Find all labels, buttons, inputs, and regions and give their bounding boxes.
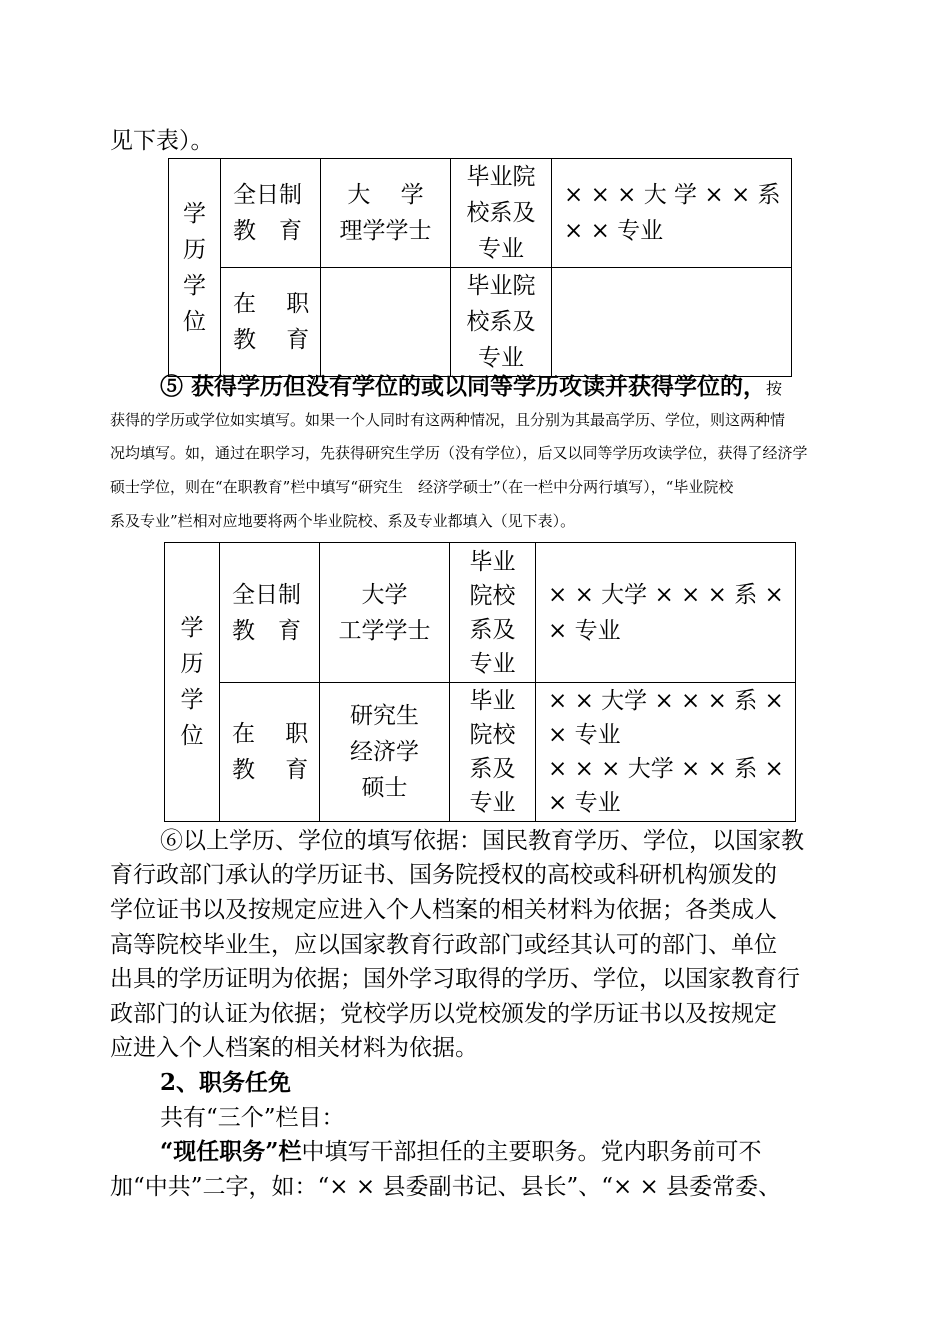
education-type-cell: 在 职 教 育	[221, 268, 321, 377]
degree-cell: 研究生 经济学 硕士	[320, 683, 450, 822]
table-row	[165, 543, 796, 683]
item6-line: 出具的学历证明为依据；国外学习取得的学历、学位，以国家教育行	[110, 966, 800, 992]
section2-para-rest: 中填写干部担任的主要职务。党内职务前可不	[301, 1139, 762, 1165]
intro-tail: 见下表）。	[110, 128, 214, 154]
item5-line: 况均填写。如，通过在职学习，先获得研究生学历（没有学位），后又以同等学历攻读学位，获得了经济学	[110, 444, 808, 462]
item5-line: 获得的学历或学位如实填写。如果一个人同时有这两种情况，且分别为其最高学历、学位，则这两种情	[110, 411, 786, 429]
degree-table-2	[164, 542, 796, 822]
school-label-cell: 毕业 院校 系及 专业	[450, 543, 536, 683]
section2-para	[160, 1135, 761, 1169]
education-type-cell: 全日制 教 育	[220, 543, 320, 683]
item6-line: 学位证书以及按规定应进入个人档案的相关材料为依据；各类成人	[110, 897, 777, 923]
section2-title: 2、职务任免	[160, 1069, 292, 1096]
item6-line: 高等院校毕业生，应以国家教育行政部门或经其认可的部门、单位	[110, 932, 777, 958]
item6-line: 应进入个人档案的相关材料为依据。	[110, 1035, 478, 1061]
item6-line: 育行政部门承认的学历证书、国务院授权的高校或科研机构颁发的	[110, 862, 777, 888]
item5-line: 硕士学位，则在“在职教育”栏中填写“研究生 经济学硕士”（在一栏中分两行填写），“毕业院校	[110, 478, 734, 496]
table-row	[165, 683, 796, 822]
school-label-cell: 毕业院 校系及 专业	[451, 268, 552, 377]
item6-line: 政部门的认证为依据；党校学历以党校颁发的学历证书以及按规定	[110, 1001, 777, 1027]
school-value-cell: × × 大学 × × × 系 × × 专业 × × × 大学 × × 系 × × 专业	[536, 683, 796, 822]
school-value-cell	[552, 268, 792, 377]
degree-cell	[321, 268, 451, 377]
section2-intro: 共有“三个”栏目：	[160, 1105, 345, 1131]
item5-heading-line	[160, 370, 782, 404]
table-row	[169, 159, 792, 268]
section2-para-line2: 加“中共”二字，如：“× × 县委副书记、县长”、“× × 县委常委、	[110, 1174, 782, 1200]
row-header-cell: 学 历 学 位	[169, 159, 221, 377]
row-header-cell: 学 历 学 位	[165, 543, 220, 822]
school-value-cell: × × × 大 学 × × 系 × × 专业	[552, 159, 792, 268]
education-type-cell: 全日制 教 育	[221, 159, 321, 268]
degree-cell: 大学 工学学士	[320, 543, 450, 683]
school-value-cell: × × 大学 × × × 系 × × 专业	[536, 543, 796, 683]
school-label-cell: 毕业院 校系及 专业	[451, 159, 552, 268]
item5-line: 系及专业”栏相对应地要将两个毕业院校、系及专业都填入（见下表）。	[110, 512, 576, 530]
item6-line: ⑥以上学历、学位的填写依据：国民教育学历、学位，以国家教	[160, 828, 804, 854]
degree-table-1	[168, 158, 792, 377]
education-type-cell: 在 职 教 育	[220, 683, 320, 822]
degree-cell: 大 学 理学学士	[321, 159, 451, 268]
school-label-cell: 毕业 院校 系及 专业	[450, 683, 536, 822]
item5-heading: ⑤ 获得学历但没有学位的或以同等学历攻读并获得学位的，	[160, 373, 767, 400]
section2-para-bold: “现任职务”栏	[160, 1138, 302, 1165]
table-row	[169, 268, 792, 377]
item5-heading-tail: 按	[766, 379, 783, 398]
